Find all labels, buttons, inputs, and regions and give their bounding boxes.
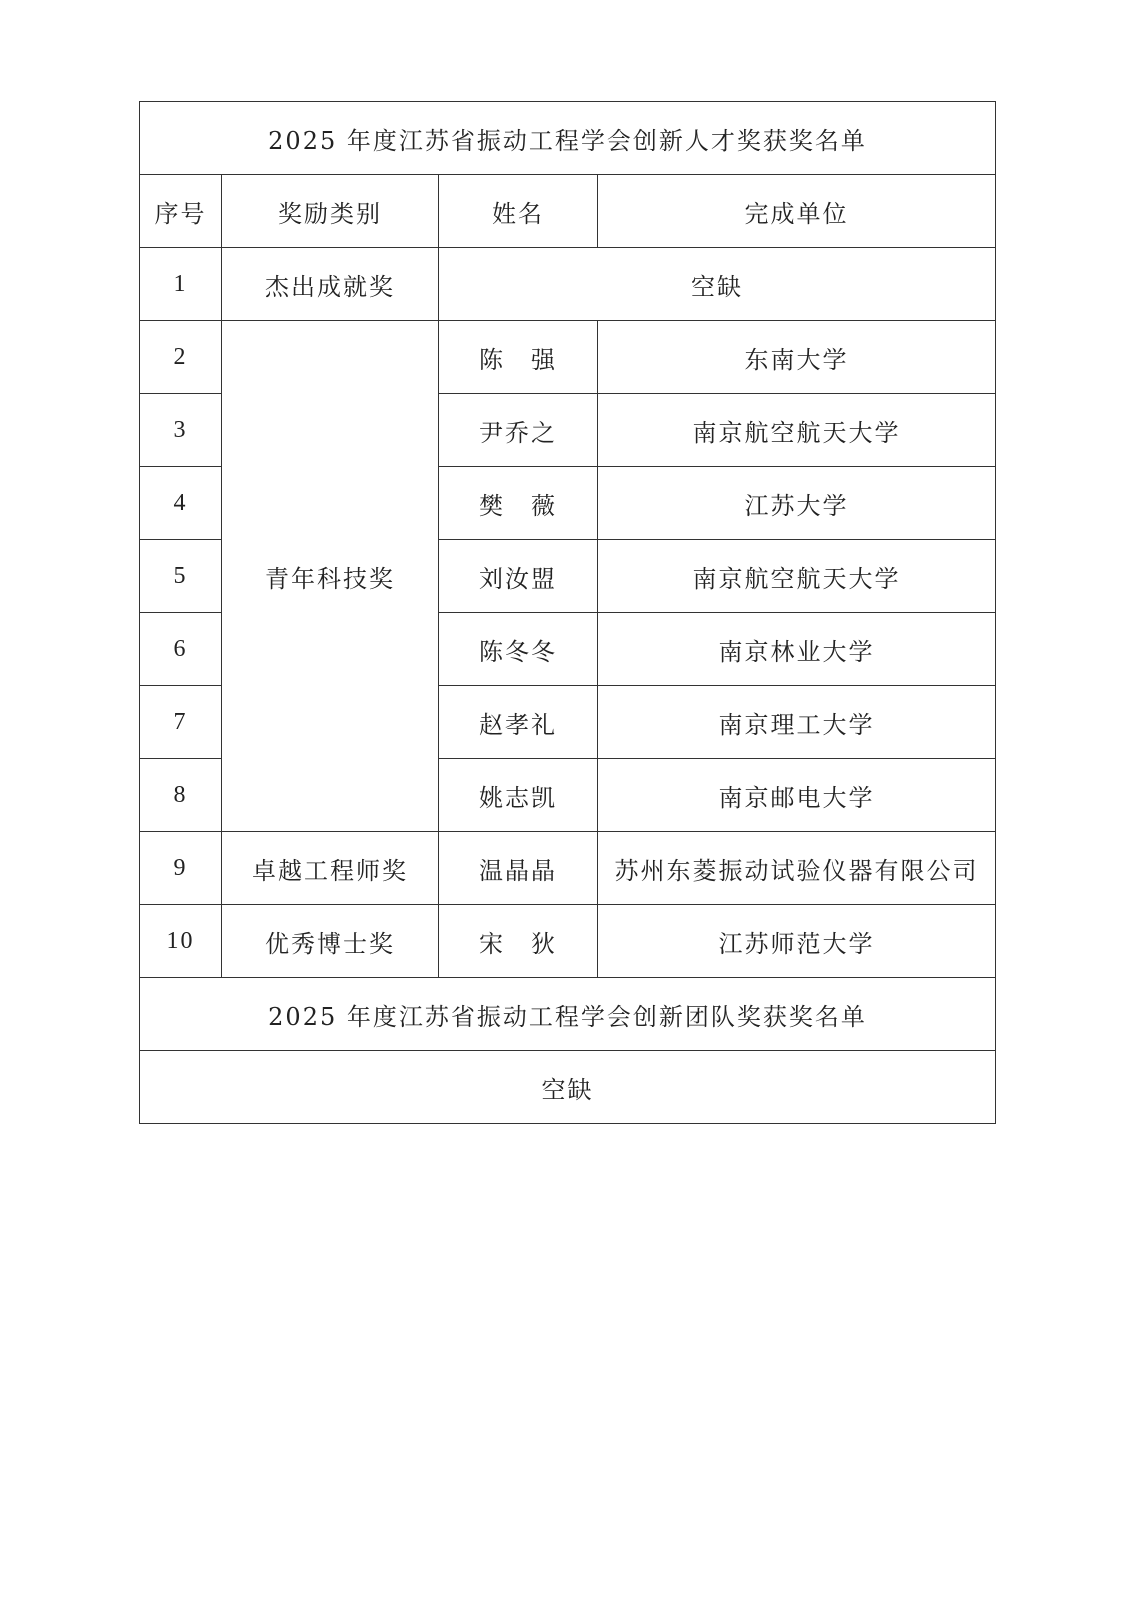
- row-index: 3: [140, 394, 222, 467]
- row-vacant: 空缺: [439, 248, 996, 321]
- row-unit: 南京航空航天大学: [598, 394, 996, 467]
- row-index: 5: [140, 540, 222, 613]
- row-name: 姚志凯: [439, 759, 598, 832]
- row-index: 4: [140, 467, 222, 540]
- row-unit: 苏州东菱振动试验仪器有限公司: [598, 832, 996, 905]
- innovation-talent-award-title: 2025 年度江苏省振动工程学会创新人才奖获奖名单: [140, 102, 996, 175]
- row-category: 卓越工程师奖: [222, 832, 439, 905]
- row-name: 赵孝礼: [439, 686, 598, 759]
- row-name: 宋 狄: [439, 905, 598, 978]
- row-index: 8: [140, 759, 222, 832]
- row-index: 2: [140, 321, 222, 394]
- row-unit: 江苏大学: [598, 467, 996, 540]
- row-index: 7: [140, 686, 222, 759]
- row-unit: 南京理工大学: [598, 686, 996, 759]
- table-title-row: [140, 102, 996, 175]
- header-unit: 完成单位: [598, 175, 996, 248]
- header-index: 序号: [140, 175, 222, 248]
- row-name: 陈 强: [439, 321, 598, 394]
- header-name: 姓名: [439, 175, 598, 248]
- row-name: 刘汝盟: [439, 540, 598, 613]
- row-name: 温晶晶: [439, 832, 598, 905]
- youth-category-cell: 青年科技奖: [222, 321, 439, 832]
- row-index: 1: [140, 248, 222, 321]
- table-row: [140, 1051, 996, 1124]
- row-name: 陈冬冬: [439, 613, 598, 686]
- row-unit: 南京航空航天大学: [598, 540, 996, 613]
- award-table: [139, 101, 996, 1124]
- row-unit: 南京林业大学: [598, 613, 996, 686]
- row-name: 尹乔之: [439, 394, 598, 467]
- row-index: 10: [140, 905, 222, 978]
- table-row: [140, 248, 996, 321]
- header-category: 奖励类别: [222, 175, 439, 248]
- row-name: 樊 薇: [439, 467, 598, 540]
- row-category: 优秀博士奖: [222, 905, 439, 978]
- row-unit: 江苏师范大学: [598, 905, 996, 978]
- row-index: 6: [140, 613, 222, 686]
- row-unit: 东南大学: [598, 321, 996, 394]
- table-row: [140, 905, 996, 978]
- table-title-row: [140, 978, 996, 1051]
- row-category: 杰出成就奖: [222, 248, 439, 321]
- row-index: 9: [140, 832, 222, 905]
- row-unit: 南京邮电大学: [598, 759, 996, 832]
- table-row: [140, 321, 996, 394]
- innovation-team-award-title: 2025 年度江苏省振动工程学会创新团队奖获奖名单: [140, 978, 996, 1051]
- team-award-vacant: 空缺: [140, 1051, 996, 1124]
- header-row: [140, 175, 996, 248]
- table-row: [140, 832, 996, 905]
